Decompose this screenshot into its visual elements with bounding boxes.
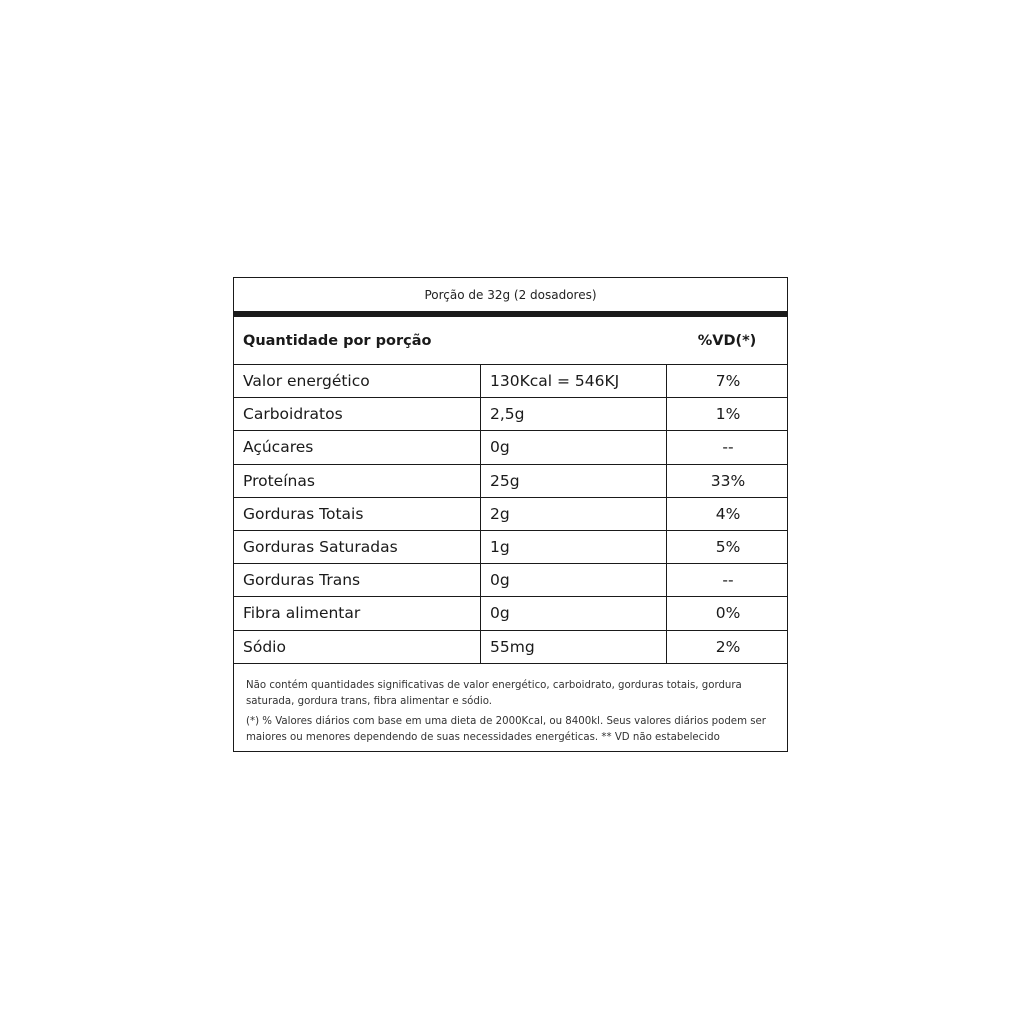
- nutrient-vd: 5%: [666, 531, 789, 563]
- nutrient-name: Proteínas: [243, 471, 315, 490]
- nutrient-vd: 1%: [666, 398, 789, 430]
- footnote-daily-values: (*) % Valores diários com base em uma dieta de 2000Kcal, ou 8400kl. Seus valores diários podem ser maiores ou menores dependendo de suas necessidades energéticas. ** VD não estabelecido: [246, 716, 766, 743]
- nutrient-amount: 25g: [480, 465, 665, 497]
- nutrient-amount: 55mg: [480, 631, 665, 663]
- nutrient-amount: 130Kcal = 546KJ: [480, 365, 665, 397]
- nutrient-name: Gorduras Totais: [243, 504, 364, 523]
- table-header: [234, 317, 787, 365]
- nutrient-vd: --: [666, 431, 789, 463]
- nutrient-name: Gorduras Trans: [243, 571, 361, 590]
- nutrient-amount: 1g: [480, 531, 665, 563]
- table-row: [234, 531, 787, 564]
- table-row: [234, 465, 787, 498]
- nutrient-name: Fibra alimentar: [243, 604, 361, 623]
- nutrient-name: Carboidratos: [243, 405, 343, 424]
- nutrient-amount: 0g: [480, 564, 665, 596]
- nutrient-vd: 4%: [666, 498, 789, 530]
- nutrient-amount: 2g: [480, 498, 665, 530]
- table-row: [234, 431, 787, 464]
- table-row: [234, 564, 787, 597]
- quantity-header: Quantidade por porção: [243, 332, 432, 349]
- nutrient-amount: 0g: [480, 431, 665, 463]
- serving-size: Porção de 32g (2 dosadores): [424, 287, 597, 302]
- nutrient-amount: 2,5g: [480, 398, 665, 430]
- table-row: [234, 398, 787, 431]
- nutrient-name: Valor energético: [243, 372, 370, 391]
- nutrient-vd: 7%: [666, 365, 789, 397]
- nutrient-amount: 0g: [480, 597, 665, 629]
- nutrient-vd: 0%: [666, 597, 789, 629]
- nutrient-name: Sódio: [243, 637, 286, 656]
- nutrient-vd: --: [666, 564, 789, 596]
- nutrient-vd: 33%: [666, 465, 789, 497]
- table-row: [234, 597, 787, 630]
- table-row: [234, 631, 787, 664]
- nutrient-rows: [234, 365, 787, 664]
- table-row: [234, 498, 787, 531]
- nutrient-name: Açúcares: [243, 438, 314, 457]
- nutrient-name: Gorduras Saturadas: [243, 538, 398, 557]
- nutrient-vd: 2%: [666, 631, 789, 663]
- vd-header: %VD(*): [697, 332, 757, 349]
- footnote-not-significant: Não contém quantidades significativas de valor energético, carboidrato, gorduras totais, gordura saturada, gordura trans, fibra alimentar e sódio.: [246, 680, 742, 707]
- nutrition-facts-table: [233, 277, 788, 752]
- footnotes: [246, 678, 776, 750]
- table-row: [234, 365, 787, 398]
